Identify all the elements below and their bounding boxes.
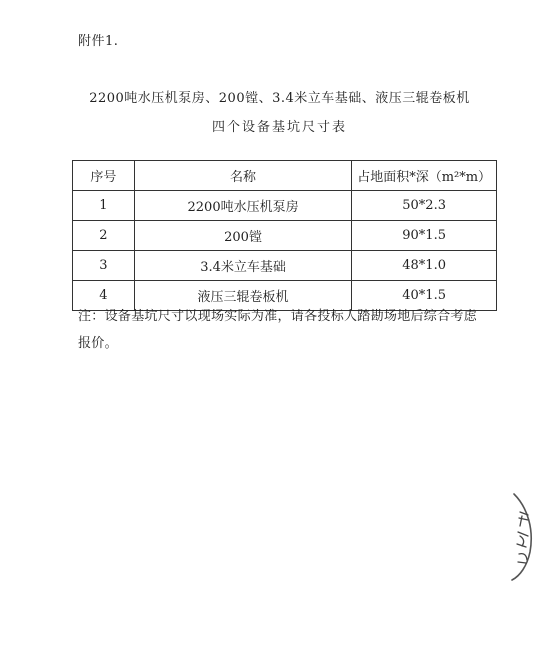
column-header-area-depth: 占地面积*深（m²*m）	[352, 161, 497, 191]
cell-name: 3.4米立车基础	[134, 251, 351, 281]
table-row	[73, 221, 497, 251]
cell-name: 200镗	[134, 221, 351, 251]
equipment-pit-table	[72, 160, 497, 311]
cell-index: 3	[73, 251, 135, 281]
table-note: 注：设备基坑尺寸以现场实际为准，请各投标人踏勘场地后综合考虑报价。	[78, 309, 478, 351]
cell-area-depth: 90*1.5	[352, 221, 497, 251]
table-row	[73, 251, 497, 281]
cell-index: 2	[73, 221, 135, 251]
column-header-index: 序号	[73, 161, 135, 191]
column-header-name: 名称	[134, 161, 351, 191]
table-header-row	[73, 161, 497, 191]
cell-name: 2200吨水压机泵房	[134, 191, 351, 221]
document-title-line1: 2200吨水压机泵房、200镗、3.4米立车基础、液压三辊卷板机	[89, 91, 470, 106]
cell-name: 液压三辊卷板机	[134, 281, 351, 311]
cell-area-depth: 50*2.3	[352, 191, 497, 221]
attachment-label: 附件1.	[78, 34, 119, 49]
handwritten-signature	[500, 490, 542, 582]
document-title-line2: 四个设备基坑尺寸表	[211, 120, 347, 135]
cell-area-depth: 40*1.5	[352, 281, 497, 311]
cell-index: 1	[73, 191, 135, 221]
cell-area-depth: 48*1.0	[352, 251, 497, 281]
table-row	[73, 191, 497, 221]
cell-index: 4	[73, 281, 135, 311]
